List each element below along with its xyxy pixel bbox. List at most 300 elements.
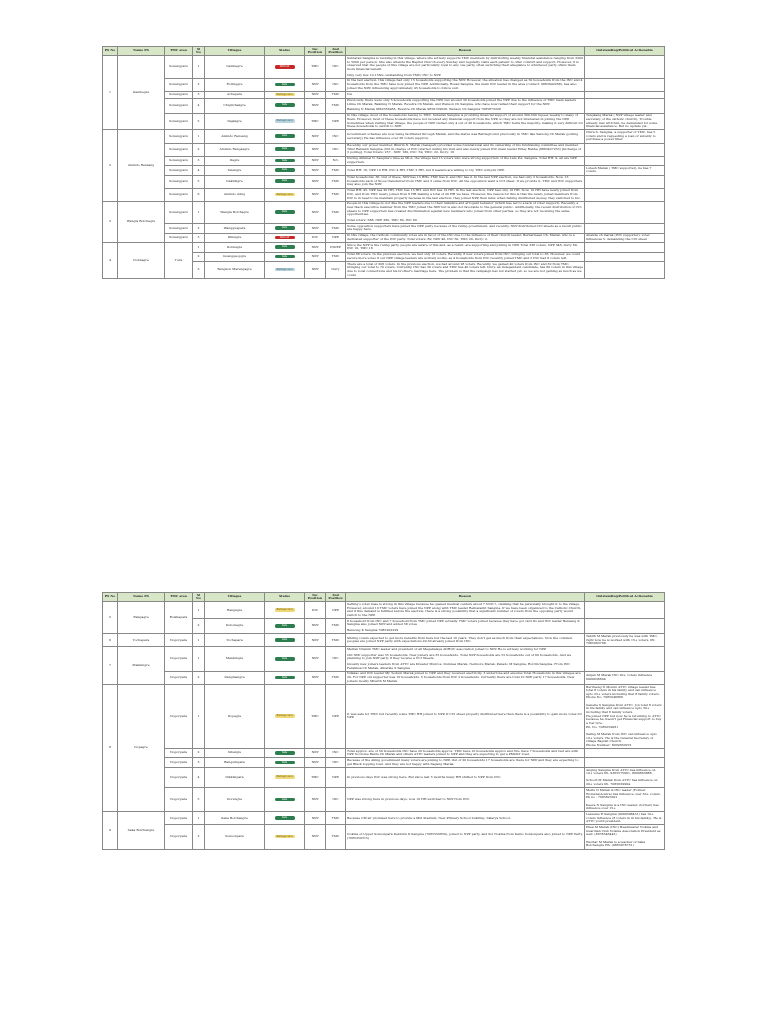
bottom-table-body [103, 602, 665, 849]
village-name: Dilnagre [205, 233, 265, 242]
village-name: Dopagre [205, 684, 265, 748]
table-row [103, 78, 665, 91]
table-row [103, 166, 665, 175]
status-cell [265, 684, 305, 748]
column-header: Inc Position [305, 593, 326, 602]
inc-position: INC [305, 602, 326, 619]
serial-number: 2 [193, 224, 205, 233]
status-badge: Safe [275, 255, 295, 259]
status-cell [265, 201, 305, 223]
status-cell [265, 812, 305, 825]
status-badge: Safe [275, 179, 295, 183]
table-row [103, 130, 665, 143]
status-badge: Safe [275, 103, 295, 107]
status-badge: Difficult [275, 236, 295, 240]
serial-number: 3 [193, 262, 205, 279]
second-position: TMC [326, 671, 346, 684]
table-row [103, 758, 665, 767]
second-position: INC [326, 647, 346, 671]
column-header: Reason [346, 593, 585, 602]
status-cell [265, 166, 305, 175]
village-name: Dobokagre [205, 619, 265, 634]
reason-line: Total HH: 45. NPP has 20 HH, TMC has 15 HH, and INC has 10 HH. In the last election, NPP had only 10 HH. Now, 10 HH have newly joined from INC, and from TMC newly joined from 6 HH making a total of 20 HH we have. However, the reason for this is that the newly joined members from INC is in need to be maintain properly because in the last election, they joined NPP, then later, when fishing distributed money, they switched to Inc. [347, 188, 582, 200]
serial-number: 5 [193, 175, 205, 188]
reason-line: Total 88 voters. In the previous election, we had only 16 voters. Recently, 8 new voters joined from INC, bringing our total to 26. However, we could secure more votes if our NPP village leaders are actively works, as 4 households from INC recently joined TMC and 2 INC had 8 voters left. [347, 252, 581, 260]
reason-cell [346, 143, 585, 156]
status-cell [265, 602, 305, 619]
reason-line: Total HH: 16, NPP 10 HH, INC 4 HH, TMC 2 HH, but if leaders are willing to try, TMC will join NPP. [347, 167, 505, 172]
second-position: TMC [326, 201, 346, 223]
serial-number: 3 [193, 233, 205, 242]
serial-number: 3 [193, 156, 205, 165]
ps-number: 6 [103, 634, 118, 647]
reason-cell [346, 812, 585, 825]
village-name: Wangguapara [205, 224, 265, 233]
tmc-area: Sonangyaru [165, 175, 193, 188]
village-name: Amindo Rangsagre [205, 143, 265, 156]
tmc-area: Nogorpara [165, 758, 193, 767]
actionable-cell: Tabith M Marak previously he was with TMC, right now he is worked with 15+ voters. Ph: 7085063708. [585, 634, 665, 647]
inc-position: NPP [305, 166, 326, 175]
status-badge: Safe [275, 751, 295, 755]
actionable-cell: Amjan M Marak INC 20+ voters influence 6909036604 [585, 671, 665, 684]
inc-position: NPP [305, 252, 326, 261]
inc-position: TMC [305, 767, 326, 787]
ps-number: 1 [103, 56, 118, 130]
reason-line: Sibling voters expected to get more benefits from here but the last 10 years. They don't get as much from their expectations. Now the common peoples are joined NPP party with expectations 20-30 already joined from INC. [347, 635, 573, 644]
status-badge: Safe [275, 676, 295, 680]
inc-position: NPP [305, 201, 326, 223]
reason-line: Subtaran Sangma is residing in this village, where she actively supports TMC members by distributing weekly financial assistance ranging from 3200 to 5000 per person. She also attends the Baptist Church every Sunday and regularly visits each patient to offer comfort and support. However, it is observed that the people of this village are not particularly loyal to any one party, often switching their allegiance to whichever party offers them more financial benefit. [347, 56, 583, 71]
column-header: PS No [103, 593, 118, 602]
inc-position: NPP [305, 619, 326, 634]
reason-cell [346, 78, 585, 91]
inc-position: NPP [305, 188, 326, 201]
status-badge: Battleground [276, 775, 293, 779]
reason-line: NPP was strong here in previous days, now 10 HH switched to NPP from INC. [347, 797, 470, 802]
top-table [102, 46, 665, 279]
inc-position: NPP [305, 91, 326, 98]
ps-number: 2 [103, 130, 118, 201]
inc-position: NPP [305, 634, 326, 647]
reason-line: Old NPP supporter was 55 households. New joiners are 35 households. Total NPP households are 55 households out of 60 households. And we planning to join NPP party if they receive a CCI Sheets. [347, 652, 572, 661]
column-header: Sl No [193, 47, 205, 56]
actionable-cell [585, 252, 665, 261]
tmc-area: Sonangyaru [165, 166, 193, 175]
status-cell [265, 619, 305, 634]
reason-cell [346, 788, 585, 812]
village-name: Dajakgre [205, 113, 265, 130]
second-position: INDEP [326, 243, 346, 252]
status-badge: Battleground [276, 192, 293, 196]
status-cell [265, 788, 305, 812]
actionable-cell [585, 201, 665, 223]
reason-cell [346, 619, 585, 634]
status-badge: Battleground [276, 608, 293, 612]
serial-number: 5 [193, 113, 205, 130]
reason-line: Only very few 10-15hrs outstanding from TMC/ INC to NPP. [347, 72, 441, 77]
ps-name: Mankingre [118, 647, 165, 685]
reason-line: During Athimal N. Sangma's time as MLA, the village had 15 voters who were strong supporters of the Late P.A. Sangma. Total HH: 9, all are NPP supporters. [347, 156, 577, 164]
status-cell [265, 56, 305, 78]
reason-line: Glossily new joiners leaders from ATTC are Kiwater Munros, Dumnes Marak, Nermore Marak, Penado M Sangma, Rordin Sangma. From INC Feralinsa Ch Marak, Albarale S Sangma [347, 661, 570, 670]
reason-cell [346, 671, 585, 684]
ps-number: 3 [103, 201, 118, 242]
tmc-area: Sonangyaru [165, 201, 193, 223]
reason-cell [346, 91, 585, 98]
reason-line: Since the NPP is the ruling party, people are aware of this and, as a result, are supporting and joining in NPP. Total 338 voters, NPP 346, Invry 60, INC 10, TMC 18 [347, 242, 578, 251]
table-row [103, 233, 665, 242]
serial-number: 1 [193, 201, 205, 223]
village-name: Gambegre [205, 56, 265, 78]
top-sheet [102, 46, 664, 279]
second-position: N/L [326, 156, 346, 165]
column-header: Name PS [118, 47, 165, 56]
table-row [103, 634, 665, 647]
table-row [103, 788, 665, 812]
second-position: INC [326, 56, 346, 78]
reason-cell [346, 233, 585, 242]
second-position: TMC [326, 812, 346, 825]
actionable-cell: Tengkang Marak ( NPP village leader and secretary of the catholic church). Trouble already met with him, he demanded for some financial assistance. But no update yet. [585, 113, 665, 130]
status-cell [265, 175, 305, 188]
table-row [103, 188, 665, 201]
inc-position: TMC [305, 113, 326, 130]
serial-number: 4 [193, 98, 205, 113]
reason-cell [346, 113, 585, 130]
inc-position: NPP [305, 156, 326, 165]
village-name: Achapara [205, 91, 265, 98]
serial-number: 4 [193, 166, 205, 175]
table-row [103, 56, 665, 78]
reason-line: In the last election, this village had only 15 households supporting the NPP. However, the situation has changed as 50 households from the INC and 4 households from the TMC have now joined the NPP. Additionally, Rosan Sangma, the main INC leader in the area (contact: 9863942268), has also joined the NPP, influencing approximately 45 households to follow suit. [347, 78, 583, 90]
village-name: Dorengre [205, 788, 265, 812]
inc-position: NPP [305, 143, 326, 156]
second-position: TMC [326, 175, 346, 188]
reason-line: Ndakao and INC leader Mr. Sodum Marak joined to NPP and they received electricity. 3 undertone and ensures Total Households in this villages are 20. For NPP old supporter was 10 households. 5 households from INC 2 households. Currently there are total 10 NPP party 17 households. New joiners mostly Mbarth M Marak. [347, 671, 581, 683]
status-cell [265, 825, 305, 849]
second-position: INC [326, 143, 346, 156]
reason-line: Because CM sir promised here to provide a Mid Stadium. New Primary School building. Sikarya School. [347, 815, 511, 820]
column-header: Outstanding/Political Actionable [585, 47, 665, 56]
tmc-area: Sonangyaru [165, 143, 193, 156]
tmc-area: Tura [165, 243, 193, 279]
actionable-cell: Chira S. Sangma, a supporter of TMC, has 5 voters and is requesting a loan or subsidy to purchase a power tiller. [585, 130, 665, 143]
reason-line: 8 household from INC and 7 household from TMC joined NPP actually. TMC voters joined because they have got card fts and INC leader Benseng K Sangma also joined NPP and added 58 votes [347, 618, 580, 627]
reason-line: Recently, our power member, Bimrin N. Marak (Senapati) provided some foundational and its ownership of his fundraising committee and member Tilist Rabiann Sangma (3rd in-charge of INC) started during his visit and also newly joined INC main leader Pillay Rabha (9863427233) [Incharge of 3 polling]. Total Voters: 257 , NPP: 180, INC: 59, TMC: 22, Invry: 16 [347, 143, 582, 155]
inc-position: NPP [305, 825, 326, 849]
actionable-cell [585, 243, 665, 252]
tmc-area: Sonangyaru [165, 156, 193, 165]
reason-cell [346, 56, 585, 78]
tmc-area: Nogorpara [165, 634, 193, 647]
tmc-area: Sonangyaru [165, 78, 193, 91]
second-position: INC [326, 758, 346, 767]
reason-line: Some opposition supporters have joined the NPP party because of the ruling government, and recently, NPP distributed CCI sheets as a result public are happy here. [347, 223, 582, 232]
status-cell [265, 647, 305, 671]
ps-name: Gambegre [118, 56, 165, 130]
status-cell [265, 671, 305, 684]
status-badge: Safe [275, 210, 295, 214]
column-header: TMC area [165, 593, 193, 602]
reason-line: NA [347, 91, 352, 96]
inc-position: NPP [305, 130, 326, 143]
status-badge: Battleground [276, 119, 293, 123]
actionable-cell: Lasseme R Sangma (9099398431) has 10+ voters influence (8 voters in in his family). He is ATTC youth president. [585, 812, 665, 825]
reason-cell [346, 156, 585, 165]
status-badge: Safe [275, 134, 295, 138]
reason-line: Government schemes are now being facilitated through Marak, and the status was Battleground previously in TMC like Salsong Ch Marak (polling secretary) He has influence over 28 voters (approx). [347, 131, 579, 140]
ps-number: 4 [103, 243, 118, 279]
table-row [103, 684, 665, 748]
second-position: NPP [326, 767, 346, 787]
inc-position: TMC [305, 684, 326, 748]
ps-name: Amindo Rensang [118, 130, 165, 201]
serial-number: 1 [193, 130, 205, 143]
column-header: Sl No [193, 593, 205, 602]
tmc-area: Nogorpara [165, 825, 193, 849]
tmc-area: Rolshapara [165, 602, 193, 634]
status-cell [265, 252, 305, 261]
serial-number: 4 [193, 767, 205, 787]
status-badge: Safe [275, 638, 295, 642]
table-row [103, 825, 665, 849]
second-position: INC [326, 749, 346, 758]
status-cell [265, 113, 305, 130]
inc-position: NPP [305, 647, 326, 671]
reason-cell [346, 647, 585, 671]
reason-line: There are a total of 206 voters. In the previous election, we had around 28 voters. Recently, we gained 40 voters from INC and 30 from TMC, bringing our total to 70 voters. Currently, INC has 30 voters and TMC has 40 voters left. Invry, an independent candidate, has 80 voters in this village due to local connections and his brother's marriage here. The problem is that the campaign has not started yet, so we are not gaining as much as we could. [347, 261, 584, 277]
second-position: TMC [326, 252, 346, 261]
inc-position: NPP [305, 788, 326, 812]
actionable-cell [585, 175, 665, 188]
village-name: Bangsimpara [205, 758, 265, 767]
reason-line: Setting's voter base is strong in this village because he opened medical centers about 7 NCD ?, claiming that he personally brought it to the village. However, around 10 TMC voters have joined the NPP along with TMC leader Rellswanht Sangma. If we have been organized to the Catholic Church, and if this demand is fulfilled before the election, there is a strong possibility that a significant number of voters from the opposing party would switch to the NPP. [347, 602, 582, 617]
reason-cell [346, 175, 585, 188]
second-position: INC [326, 788, 346, 812]
tmc-area: Nogorpara [165, 812, 193, 825]
second-position: TMC [326, 224, 346, 233]
village-name: Goanggaopgre [205, 252, 265, 261]
second-position: Invry [326, 262, 346, 279]
actionable-cell: Lutesh Marak ( TMC supporter), he has 7 voters. [585, 166, 665, 175]
second-position: TMC [326, 91, 346, 98]
second-position: TMC [326, 634, 346, 647]
actionable-cell [585, 758, 665, 767]
serial-number: 3 [193, 758, 205, 767]
reason-line: Total households: 36. Out of these, NPP has 13 HHs, TMC has 9, and INC has 0. In the last NPP election, we had only 3 households. Now, 13 households each of those transferred from TMC and 2 came from INC. All the opposition want a CCI sheet. If we provide it, TMC and INC supporters may also join the NPP. [347, 175, 583, 187]
actionable-cell [585, 647, 665, 671]
actionable-cell [585, 602, 665, 619]
inc-position: TMC [305, 56, 326, 78]
village-name: Dangmangre [205, 671, 265, 684]
status-badge: Safe [275, 657, 295, 661]
status-cell [265, 98, 305, 113]
actionable-cell: Meltu D Marak is INC leader (Former Womens/Aomra) has influence over 30+ voters. Ph no : 7085823021 Keeva N Sangma is a INC leader, (former) has influence over 15+ [585, 788, 665, 812]
village-name: Telangre [205, 166, 265, 175]
actionable-cell [585, 98, 665, 113]
status-badge: Safe [275, 83, 295, 87]
column-header: PS No [103, 47, 118, 56]
status-cell [265, 143, 305, 156]
tmc-area: Sonangyaru [165, 233, 193, 242]
village-name: Amindo Rensang [205, 130, 265, 143]
status-cell [265, 262, 305, 279]
village-name: Dikkimpara [205, 767, 265, 787]
reason-line: Bensong K Sangma 7085202229 [347, 628, 399, 633]
status-cell [265, 130, 305, 143]
reason-cell [346, 262, 585, 279]
status-badge: Safe [275, 159, 295, 163]
tmc-area: Nogorpara [165, 671, 193, 684]
status-cell [265, 634, 305, 647]
reason-line: It was safe for TMC but recently some TMC HH joined to NPP. If CCI sheet properly distributed here then there is a possibility to gain more votes for NPP. [347, 711, 582, 720]
table-row [103, 98, 665, 113]
ps-name: Tochapara [118, 634, 165, 647]
status-badge: Safe [275, 245, 295, 249]
serial-number: 2 [193, 252, 205, 261]
second-position: NPP [326, 233, 346, 242]
inc-position: NPP [305, 224, 326, 233]
serial-number: 2 [193, 749, 205, 758]
table-row [103, 143, 665, 156]
village-name: Sonsonpara [205, 825, 265, 849]
tmc-area: Sonangyaru [165, 56, 193, 78]
actionable-cell [585, 156, 665, 165]
ps-number: 9 [103, 812, 118, 849]
column-header: Outstanding/Political Actionable [585, 593, 665, 602]
village-name: Roringgre [205, 78, 265, 91]
column-header: Villages [205, 47, 265, 56]
table-row [103, 749, 665, 758]
inc-position: NPP [305, 78, 326, 91]
serial-number: 3 [193, 91, 205, 98]
serial-number: 1 [193, 634, 205, 647]
tmc-area: Nogorpara [165, 749, 193, 758]
bottom-sheet [102, 592, 664, 850]
actionable-cell [585, 143, 665, 156]
actionable-cell: Pilea M Marak (INC) Headmaster Nokma and Guardian Club Nokma Association President as well. (8978346443) Wechar M Marak is a teacher of Saka Bolchangre HS. (9863078731) [585, 825, 665, 849]
inc-position: NPP [305, 749, 326, 758]
inc-position: NPP [305, 98, 326, 113]
status-badge: Safe [275, 798, 295, 802]
status-badge: Safe [275, 624, 295, 628]
village-name: Sibalgre [205, 749, 265, 758]
reason-line: In this village, the Catholic community votes are in favor of the INC due to the influence of their church leader, Bernarmeen Ch. Marak, who is a dedicated supporter of the INC party. Total voters: 80, NPP 40, INC 50, TMC 20, Invry: 2. [347, 233, 575, 241]
actionable-cell: Anging Sangma from ATTC has influence on 10+ voters Ph. 9365575961, 8099863888. Schoch M Marak from ATTC has influence on 20+ voters Ph. 7085639994. [585, 767, 665, 787]
reason-cell [346, 825, 585, 849]
status-badge: Safe [275, 147, 295, 151]
actionable-cell [585, 78, 665, 91]
status-badge: Safe [275, 761, 295, 765]
top-header-row [103, 47, 665, 56]
serial-number: 1 [193, 602, 205, 619]
status-cell [265, 156, 305, 165]
serial-number: 6 [193, 188, 205, 201]
reason-cell [346, 224, 585, 233]
actionable-cell [585, 224, 665, 233]
serial-number: 1 [193, 647, 205, 671]
table-row [103, 647, 665, 671]
column-header: Status [265, 47, 305, 56]
village-name: Tochapara [205, 634, 265, 647]
status-cell [265, 78, 305, 91]
inc-position: INC [305, 233, 326, 242]
tmc-area: Nogorpara [165, 684, 193, 748]
tmc-area: Sonangyaru [165, 98, 193, 113]
serial-number: 1 [193, 56, 205, 78]
village-name: Dobbagre [205, 243, 265, 252]
village-name: Saka Bolchangre [205, 812, 265, 825]
reason-line: Total approx. are of 30 households INC have 20 households approx. TMC have 10 households approx and 30+ have 7 households and rest are with NPP Scorome Baldu Ch Marak and others ATTC leaders joined to NPP and they are expecting to get a PMGSY road. [347, 748, 579, 757]
serial-number: 5 [193, 788, 205, 812]
tmc-area: Nogorpara [165, 647, 193, 671]
column-header: Villages [205, 593, 265, 602]
second-position: NPP [326, 113, 346, 130]
actionable-cell [585, 56, 665, 78]
serial-number: 1 [193, 812, 205, 825]
village-name: Chigitchakgre [205, 98, 265, 113]
status-cell [265, 767, 305, 787]
table-row [103, 671, 665, 684]
serial-number: 2 [193, 78, 205, 91]
status-cell [265, 188, 305, 201]
reason-line: Because of the Ailing government many voters are joining to NPP. Out of 20 households 17 households are there for NPP and they are expecting to get Black topping road. And they are not happy with Sagang Marak. [347, 758, 579, 766]
inc-position: NPP [305, 671, 326, 684]
status-badge: Battleground [276, 834, 293, 838]
status-badge: Safe [275, 226, 295, 230]
serial-number: 2 [193, 619, 205, 634]
village-name: Bengkon Marengagre [205, 262, 265, 279]
status-badge: Battleground [276, 267, 293, 271]
status-badge: Safe [275, 168, 295, 172]
column-header: 2nd Position [326, 593, 346, 602]
table-row [103, 243, 665, 252]
actionable-cell [585, 262, 665, 279]
status-badge: Battleground [276, 92, 293, 96]
tmc-area: Sonangyaru [165, 91, 193, 98]
top-table-body [103, 56, 665, 278]
reason-line: In this village, most of the households belong to TMC. Subaran Sangma is providing financial support of around 300-500 rupees weekly to many of them. However, most of these households have not received any financial support from the NPP, so they are not interested in joining the NPP. Sometimes when visiting that village, the people of NPP visited only 4 out of 26 households, which TMC holds the majority, making it very difficult for these households to switch to NPP. [347, 113, 583, 129]
reason-cell [346, 602, 585, 619]
reason-line: In previous days INC was strong here. But since last 3 months many HH shifted to NPP from INC. [347, 774, 502, 779]
tmc-area: Sonangyaru [165, 224, 193, 233]
ps-number: 7 [103, 647, 118, 685]
status-badge: Difficult [275, 65, 295, 69]
inc-position: NPP [305, 812, 326, 825]
tmc-area: Sonangyaru [165, 130, 193, 143]
status-cell [265, 91, 305, 98]
serial-number: 2 [193, 825, 205, 849]
ps-number: 8 [103, 684, 118, 811]
reason-line: Meltan Nramin TMC leader and president of all Megahalaya ADHOC association joined to NPP. He is actively working for NPP. [347, 647, 547, 652]
reason-line: Bakning N Marak 9862556938, Revetra Ch Marak 9856159628, Wenson Ch Sangma 7085873228 [347, 107, 501, 112]
village-name: Rangagre [205, 602, 265, 619]
second-position: NPP [326, 602, 346, 619]
actionable-cell [585, 188, 665, 201]
serial-number: 1 [193, 684, 205, 748]
reason-cell [346, 201, 585, 223]
reason-cell [346, 252, 585, 261]
table-row [103, 224, 665, 233]
reason-line: Nokma of Upper Sonsonpara Debbinn D Sangma (7085550850), joined to NPP party, and Sol Nokma from Kamo Sonsonpara also joined to NPP Party. (7085250315) [347, 832, 583, 840]
reason-cell [346, 758, 585, 767]
reason-cell [346, 130, 585, 143]
column-header: Reason [346, 47, 585, 56]
tmc-area: Nogorpara [165, 788, 193, 812]
ps-name: Dobbagre [118, 243, 165, 279]
actionable-cell [585, 619, 665, 634]
